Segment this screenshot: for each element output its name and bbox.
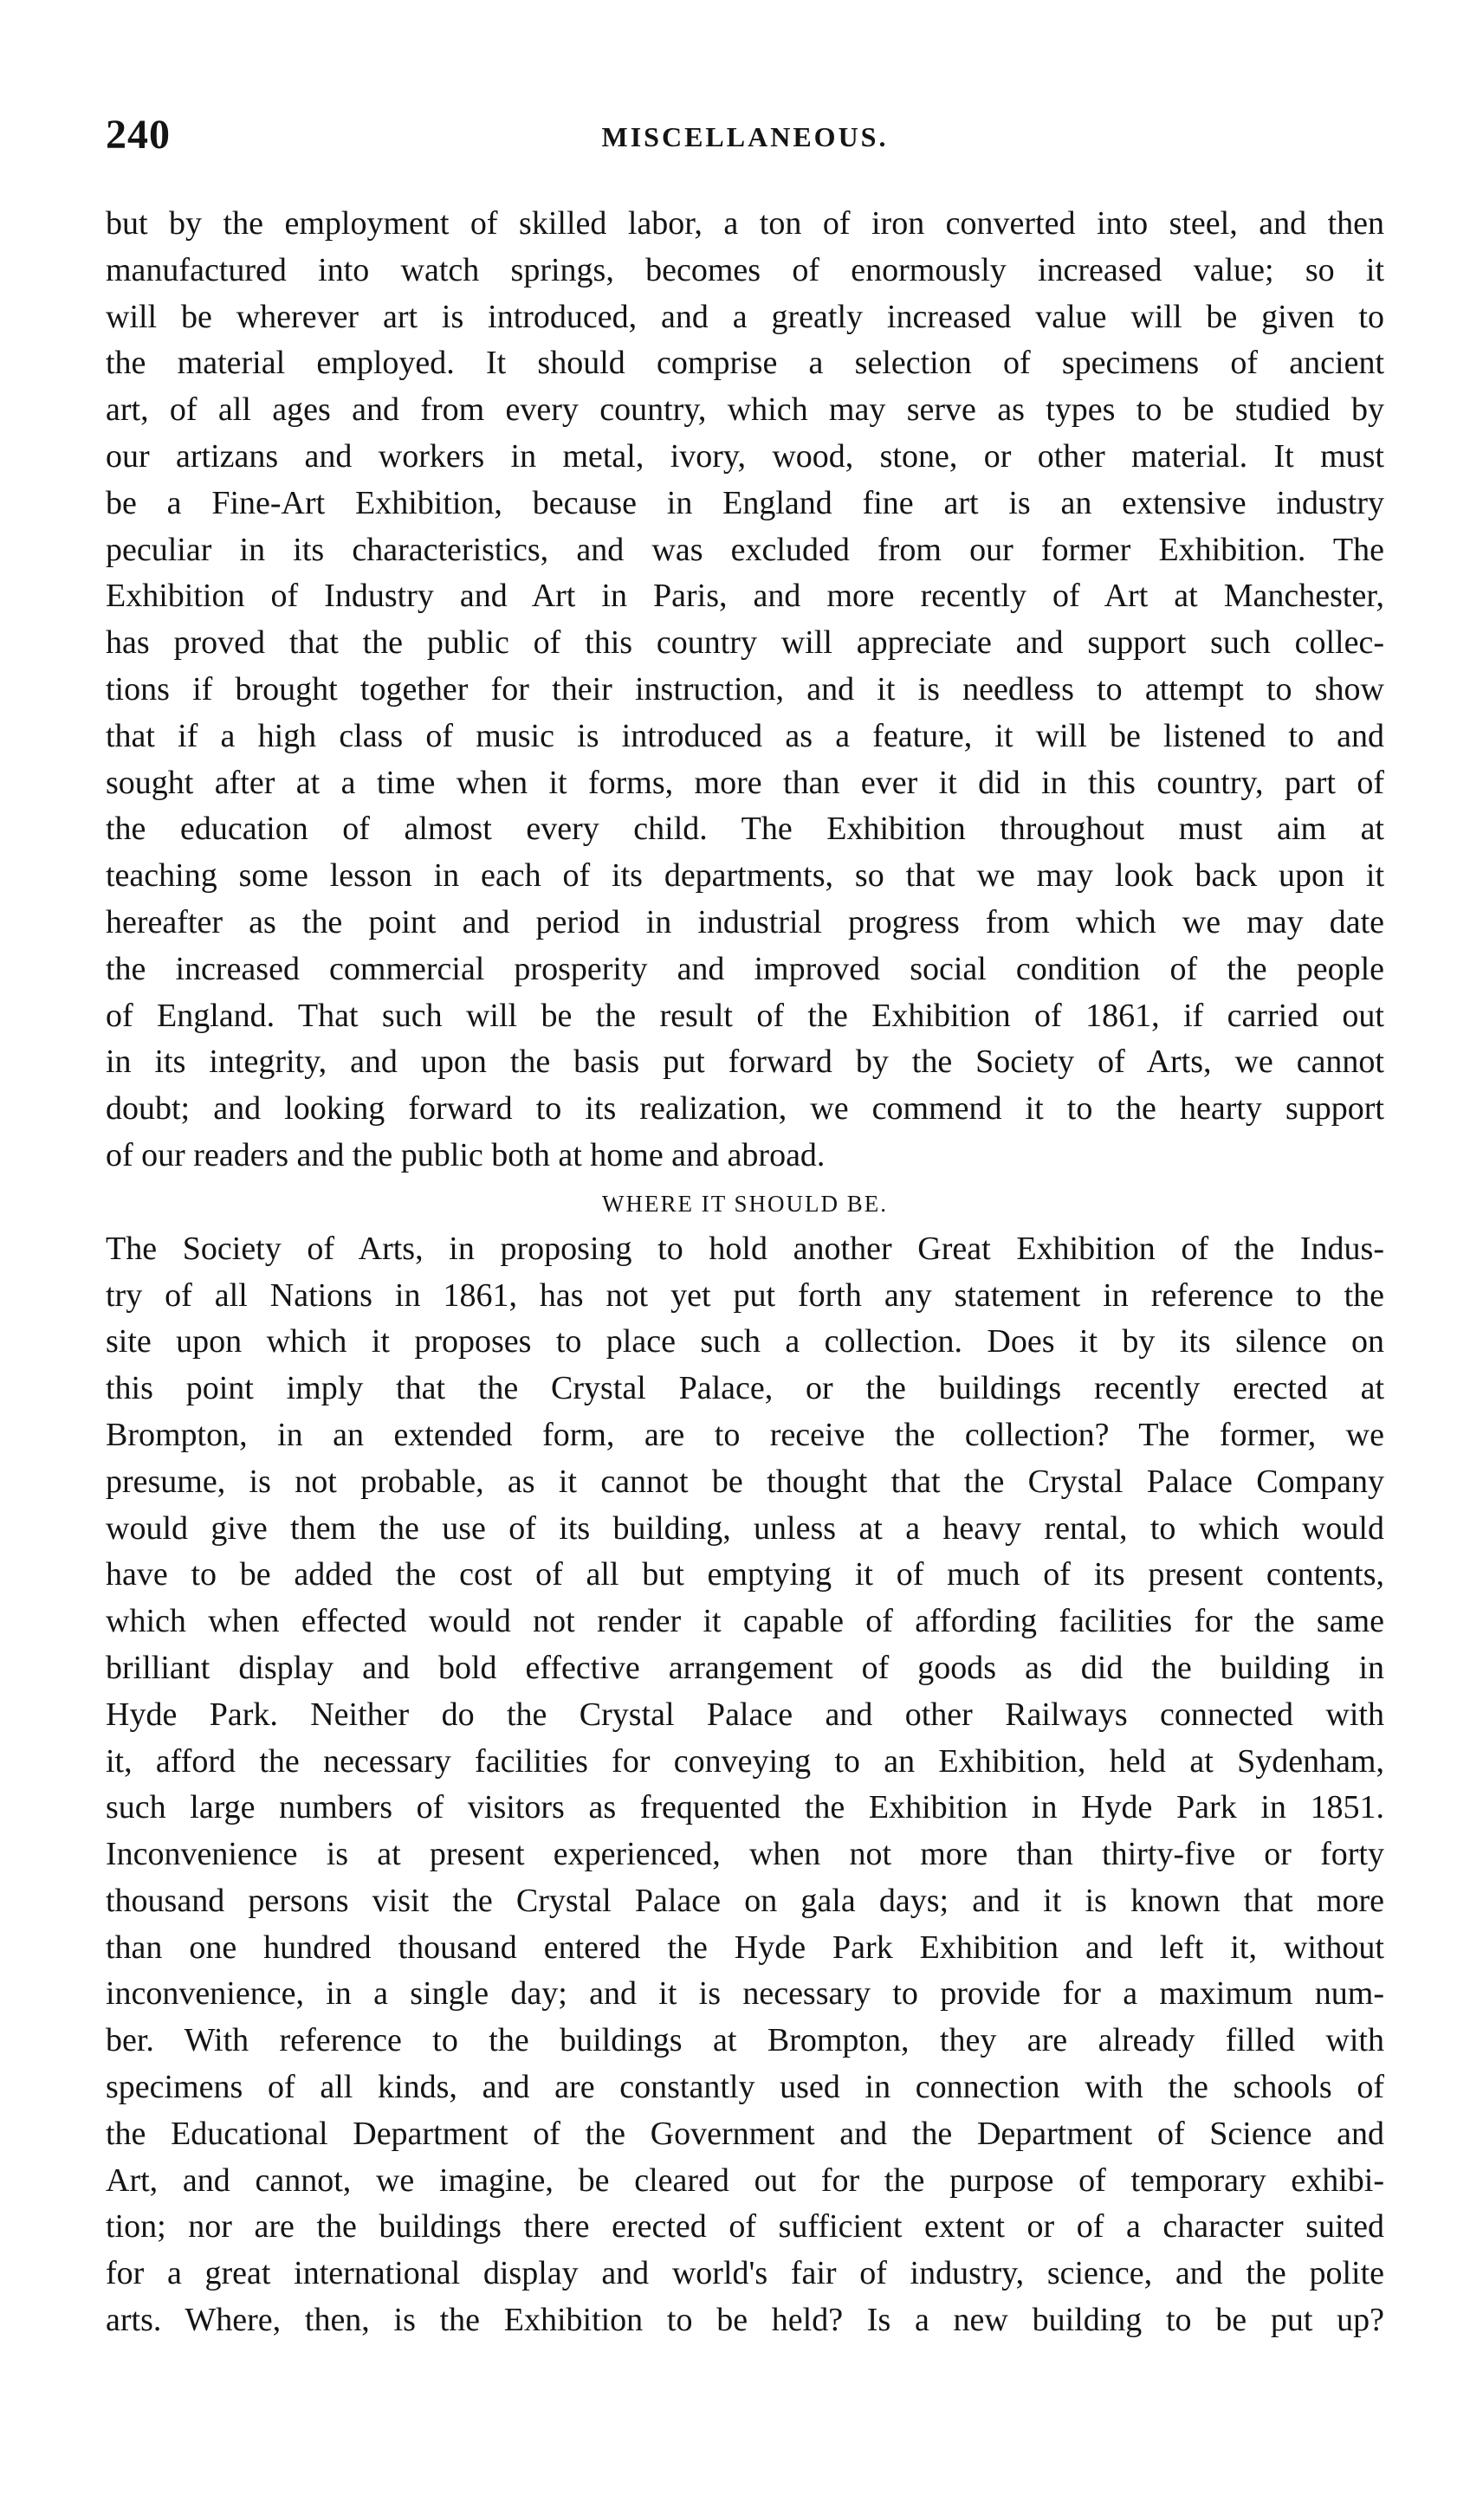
text-line: tion; nor are the buildings there erected of sufficient extent or of a character suited <box>106 2208 1384 2245</box>
text-line: hereafter as the point and period in industrial progress from which we may date <box>106 903 1384 940</box>
text-line: has proved that the public of this country will appreciate and support such collec- <box>106 624 1384 662</box>
text-line: than one hundred thousand entered the Hyde Park Exhibition and left it, without <box>106 1929 1384 1966</box>
section-heading: WHERE IT SHOULD BE. <box>602 1190 888 1217</box>
paragraph-2 <box>106 1226 1384 2344</box>
text-line: arts. Where, then, is the Exhibition to be held? Is a new building to be put up? <box>106 2302 1384 2339</box>
text-line: site upon which it proposes to place such a collection. Does it by its silence on <box>106 1323 1384 1360</box>
text-line: peculiar in its characteristics, and was excluded from our former Exhibition. The <box>106 531 1384 568</box>
text-line: try of all Nations in 1861, has not yet put forth any statement in reference to the <box>106 1276 1384 1314</box>
text-line: but by the employment of skilled labor, a ton of iron converted into steel, and then <box>106 205 1384 242</box>
running-head <box>106 111 1384 163</box>
text-line: The Society of Arts, in proposing to hold another Great Exhibition of the Indus- <box>106 1230 1384 1267</box>
text-line: that if a high class of music is introduced as a feature, it will be listened to and <box>106 717 1384 754</box>
text-line: specimens of all kinds, and are constantly used in connection with the schools of <box>106 2069 1384 2106</box>
text-line: in its integrity, and upon the basis put forward by the Society of Arts, we cannot <box>106 1044 1384 1081</box>
text-line: of England. That such will be the result of the Exhibition of 1861, if carried out <box>106 997 1384 1034</box>
text-line: it, afford the necessary facilities for conveying to an Exhibition, held at Sydenham, <box>106 1742 1384 1780</box>
text-line: would give them the use of its building, unless at a heavy rental, to which would <box>106 1509 1384 1547</box>
text-line: doubt; and looking forward to its realization, we commend it to the hearty support <box>106 1090 1384 1128</box>
text-line: manufactured into watch springs, becomes of enormously increased value; so it <box>106 251 1384 288</box>
text-line: our artizans and workers in metal, ivory, wood, stone, or other material. It must <box>106 437 1384 475</box>
text-line: teaching some lesson in each of its departments, so that we may look back upon it <box>106 857 1384 895</box>
running-title: MISCELLANEOUS. <box>601 121 889 152</box>
page-number: 240 <box>106 112 171 158</box>
text-line: have to be added the cost of all but emptying it of much of its present contents, <box>106 1556 1384 1593</box>
text-line: the Educational Department of the Government and the Department of Science and <box>106 2115 1384 2152</box>
text-line: which when effected would not render it capable of affording facilities for the same <box>106 1603 1384 1640</box>
text-line: the education of almost every child. The Exhibition throughout must aim at <box>106 811 1384 848</box>
text-line: thousand persons visit the Crystal Palace on gala days; and it is known that more <box>106 1882 1384 1919</box>
text-line: the material employed. It should comprise a selection of specimens of ancient <box>106 345 1384 382</box>
text-line: art, of all ages and from every country, which may serve as types to be studied by <box>106 391 1384 429</box>
text-line: this point imply that the Crystal Palace, or the buildings recently erected at <box>106 1370 1384 1407</box>
text-line: ber. With reference to the buildings at Brompton, they are already filled with <box>106 2022 1384 2059</box>
text-line: tions if brought together for their instruction, and it is needless to attempt to show <box>106 670 1384 708</box>
text-line: Art, and cannot, we imagine, be cleared out for the purpose of temporary exhibi- <box>106 2161 1384 2199</box>
text-line: of our readers and the public both at home and abroad. <box>106 1136 826 1173</box>
text-line: sought after at a time when it forms, more than ever it did in this country, part of <box>106 764 1384 801</box>
text-line: Hyde Park. Neither do the Crystal Palace and other Railways connected with <box>106 1696 1384 1733</box>
text-line: Brompton, in an extended form, are to receive the collection? The former, we <box>106 1416 1384 1453</box>
text-line: inconvenience, in a single day; and it is necessary to provide for a maximum num- <box>106 1975 1384 2013</box>
text-line: will be wherever art is introduced, and a greatly increased value will be given to <box>106 298 1384 335</box>
body-text <box>106 201 1384 2344</box>
text-line: Exhibition of Industry and Art in Paris, and more recently of Art at Manchester, <box>106 578 1384 615</box>
text-line: the increased commercial prosperity and improved social condition of the people <box>106 950 1384 987</box>
text-line: such large numbers of visitors as frequented the Exhibition in Hyde Park in 1851. <box>106 1789 1384 1826</box>
text-line: Inconvenience is at present experienced, when not more than thirty-five or forty <box>106 1836 1384 1873</box>
text-line: presume, is not probable, as it cannot be thought that the Crystal Palace Company <box>106 1463 1384 1500</box>
text-line: for a great international display and world's fair of industry, science, and the polite <box>106 2255 1384 2292</box>
text-line: brilliant display and bold effective arrangement of goods as did the building in <box>106 1649 1384 1686</box>
text-line: be a Fine-Art Exhibition, because in England fine art is an extensive industry <box>106 484 1384 521</box>
paragraph-1 <box>106 201 1384 1179</box>
